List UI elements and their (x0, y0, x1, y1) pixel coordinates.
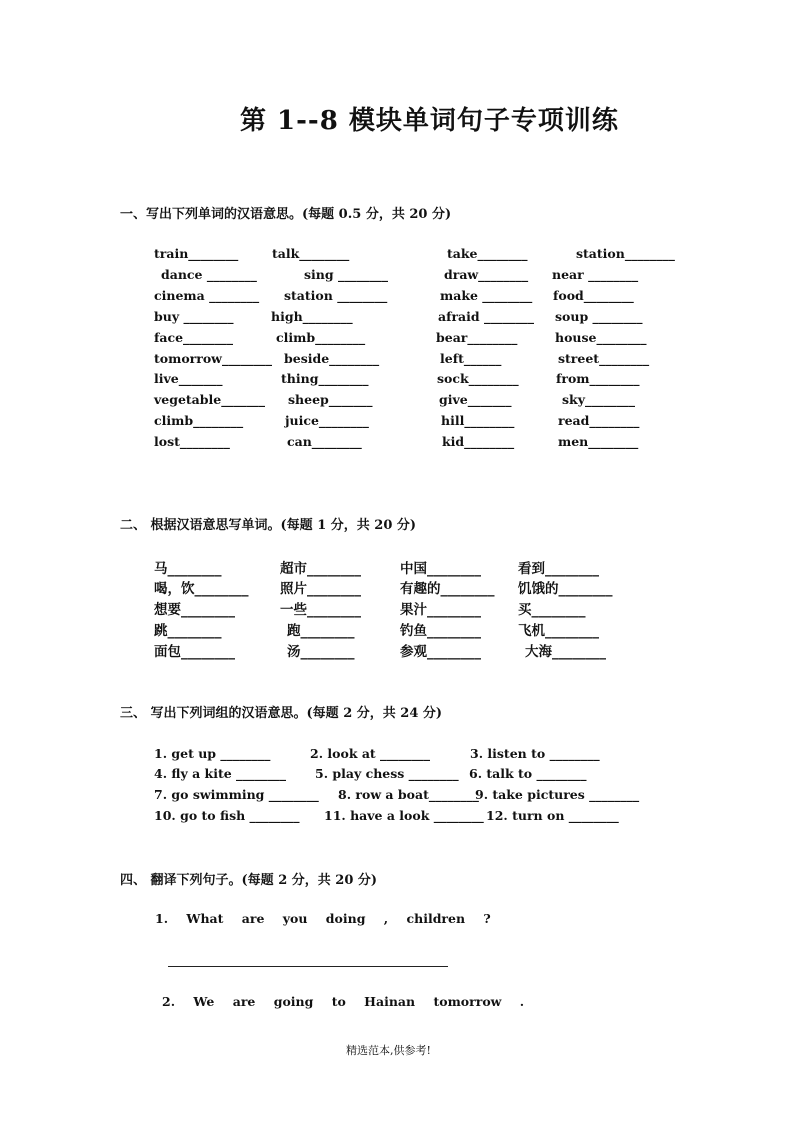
word-item: sock________ (437, 371, 519, 386)
word-item: climb________ (276, 330, 366, 345)
word-item: street________ (558, 351, 650, 366)
word-item: soup ________ (555, 309, 643, 324)
word-item: face________ (154, 330, 234, 345)
word-item: from________ (556, 371, 640, 386)
phrase-item: 8. row a boat________ (338, 787, 479, 802)
word-item: juice________ (285, 413, 369, 428)
chinese-item: 一些________ (280, 602, 361, 618)
section-3-heading: 三、 写出下列词组的汉语意思。(每题 2 分，共 24 分) (120, 706, 443, 721)
word-item: lost________ (154, 434, 230, 449)
word-item: hill________ (441, 413, 515, 428)
word-item: climb________ (154, 413, 244, 428)
phrase-item: 11. have a look ________ (324, 808, 484, 823)
word-item: near ________ (552, 267, 639, 282)
word-item: high________ (271, 309, 353, 324)
word-item: buy ________ (154, 309, 234, 324)
phrase-item: 9. take pictures ________ (475, 787, 640, 802)
word-item: sing ________ (304, 267, 388, 282)
word-item: make ________ (440, 288, 533, 303)
chinese-item: 马________ (154, 561, 222, 577)
word-item: dance ________ (161, 267, 257, 282)
word-item: kid________ (442, 434, 515, 449)
phrase-item: 6. talk to ________ (469, 766, 587, 781)
word-item: take________ (447, 246, 528, 261)
chinese-item: 有趣的________ (400, 581, 495, 597)
word-item: station________ (576, 246, 675, 261)
word-item: give_______ (439, 392, 512, 407)
chinese-item: 买________ (518, 602, 586, 618)
word-item: sheep_______ (288, 392, 373, 407)
word-item: beside________ (284, 351, 380, 366)
word-item: afraid ________ (438, 309, 535, 324)
chinese-item: 喝，饮________ (154, 581, 249, 597)
section-4-heading: 四、 翻译下列句子。(每题 2 分，共 20 分) (120, 873, 378, 888)
phrase-item: 5. play chess ________ (315, 766, 459, 781)
word-item: house________ (555, 330, 647, 345)
phrase-item: 7. go swimming ________ (154, 787, 319, 802)
chinese-item: 跳________ (154, 623, 222, 639)
section-1-heading: 一、写出下列单词的汉语意思。(每题 0.5 分，共 20 分) (120, 207, 452, 222)
phrase-item: 12. turn on ________ (486, 808, 619, 823)
word-item: vegetable_______ (154, 392, 265, 407)
word-item: thing________ (281, 371, 369, 386)
word-item: sky________ (562, 392, 635, 407)
chinese-item: 大海________ (525, 644, 606, 660)
answer-line-1 (168, 966, 448, 967)
chinese-item: 超市________ (280, 561, 361, 577)
chinese-item: 跑________ (287, 623, 355, 639)
chinese-item: 面包________ (154, 644, 235, 660)
word-item: tomorrow________ (154, 351, 272, 366)
chinese-item: 照片________ (280, 581, 361, 597)
word-item: read________ (558, 413, 640, 428)
word-item: can________ (287, 434, 362, 449)
chinese-item: 中国________ (400, 561, 481, 577)
phrase-item: 4. fly a kite ________ (154, 766, 287, 781)
section-2-heading: 二、 根据汉语意思写单词。(每题 1 分，共 20 分) (120, 518, 417, 533)
chinese-item: 钓鱼________ (400, 623, 481, 639)
chinese-item: 参观________ (400, 644, 481, 660)
phrase-item: 2. look at ________ (310, 746, 431, 761)
sentence-1: 1. What are you doing , children ? (155, 911, 491, 926)
phrase-item: 1. get up ________ (154, 746, 271, 761)
chinese-item: 看到________ (518, 561, 599, 577)
word-item: talk________ (272, 246, 350, 261)
word-item: station ________ (284, 288, 388, 303)
page-title: 第 1--8 模块单词句子专项训练 (240, 106, 619, 136)
word-item: men________ (558, 434, 639, 449)
chinese-item: 想要________ (154, 602, 235, 618)
chinese-item: 飞机________ (518, 623, 599, 639)
word-item: draw________ (444, 267, 529, 282)
chinese-item: 果汁________ (400, 602, 481, 618)
footer-note: 精选范本,供参考! (346, 1044, 431, 1057)
word-item: left______ (440, 351, 502, 366)
word-item: train________ (154, 246, 239, 261)
sentence-2: 2. We are going to Hainan tomorrow . (162, 994, 525, 1009)
word-item: live_______ (154, 371, 223, 386)
phrase-item: 3. listen to ________ (470, 746, 600, 761)
chinese-item: 饥饿的________ (518, 581, 613, 597)
word-item: food________ (553, 288, 634, 303)
word-item: bear________ (436, 330, 518, 345)
chinese-item: 汤________ (287, 644, 355, 660)
word-item: cinema ________ (154, 288, 260, 303)
phrase-item: 10. go to fish ________ (154, 808, 300, 823)
